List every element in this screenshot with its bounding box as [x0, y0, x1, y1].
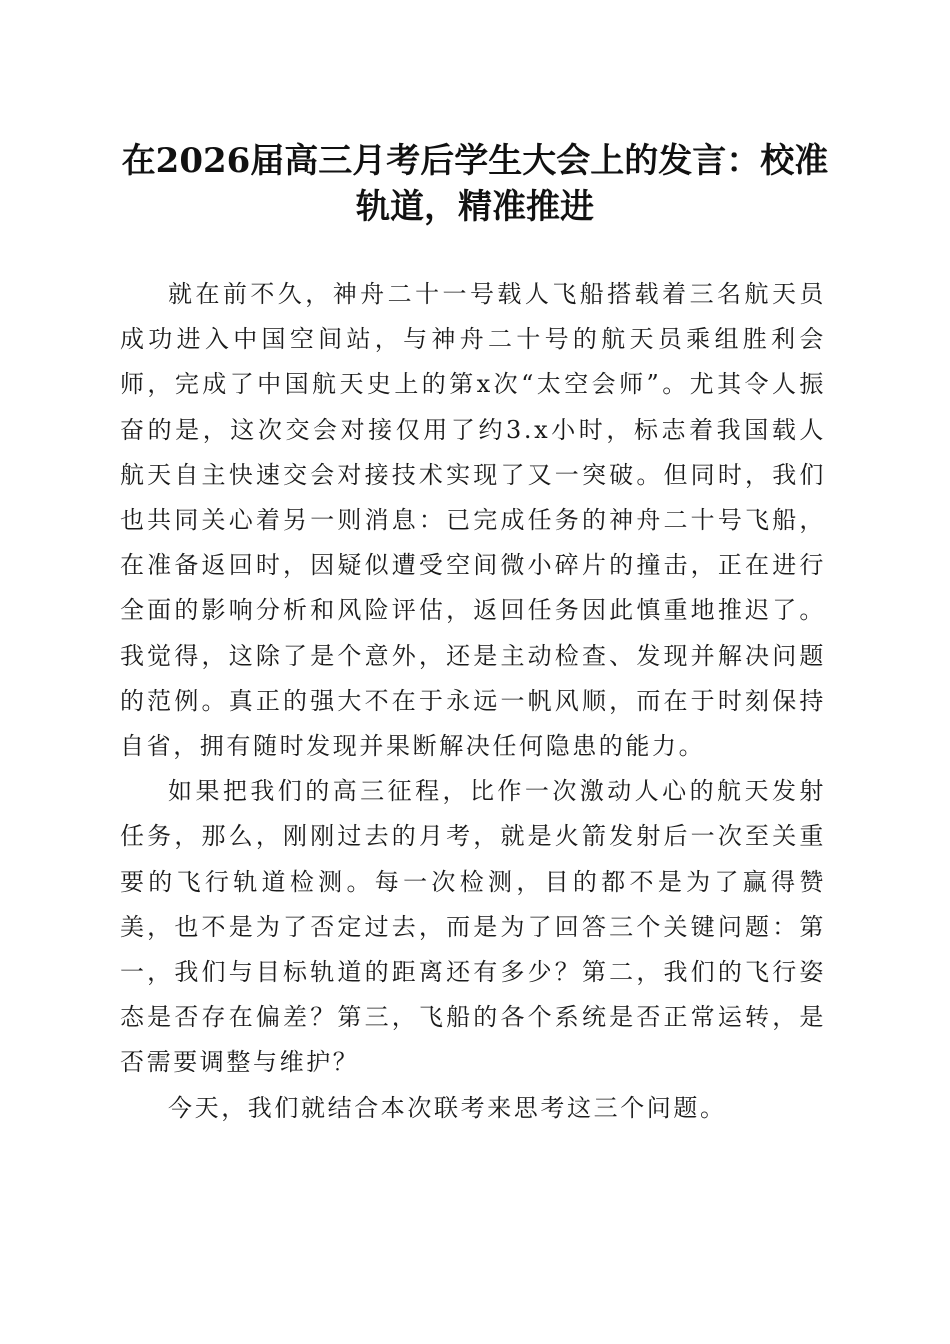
document-body — [120, 272, 826, 1131]
paragraph: 如果把我们的高三征程，比作一次激动人心的航天发射任务，那么，刚刚过去的月考，就是火箭发射后一次至关重要的飞行轨道检测。每一次检测，目的都不是为了赢得赞美，也不是为了否定过去，而是为了回答三个关键问题：第一，我们与目标轨道的距离还有多少？第二，我们的飞行姿态是否存在偏差？第三，飞船的各个系统是否正常运转，是否需要调整与维护？ — [120, 777, 826, 1077]
paragraph: 就在前不久，神舟二十一号载人飞船搭载着三名航天员成功进入中国空间站，与神舟二十号的航天员乘组胜利会师，完成了中国航天史上的第x次“太空会师”。尤其令人振奋的是，这次交会对接仅用了约3.x小时，标志着我国载人航天自主快速交会对接技术实现了又一突破。但同时，我们也共同关心着另一则消息：已完成任务的神舟二十号飞船，在准备返回时，因疑似遭受空间微小碎片的撞击，正在进行全面的影响分析和风险评估，返回任务因此慎重地推迟了。我觉得，这除了是个意外，还是主动检查、发现并解决问题的范例。真正的强大不在于永远一帆风顺，而在于时刻保持自省，拥有随时发现并果断解决任何隐患的能力。 — [120, 280, 826, 761]
paragraph: 今天，我们就结合本次联考来思考这三个问题。 — [168, 1093, 727, 1122]
document-title: 在2026届高三月考后学生大会上的发言：校准轨道，精准推进 — [121, 141, 829, 227]
